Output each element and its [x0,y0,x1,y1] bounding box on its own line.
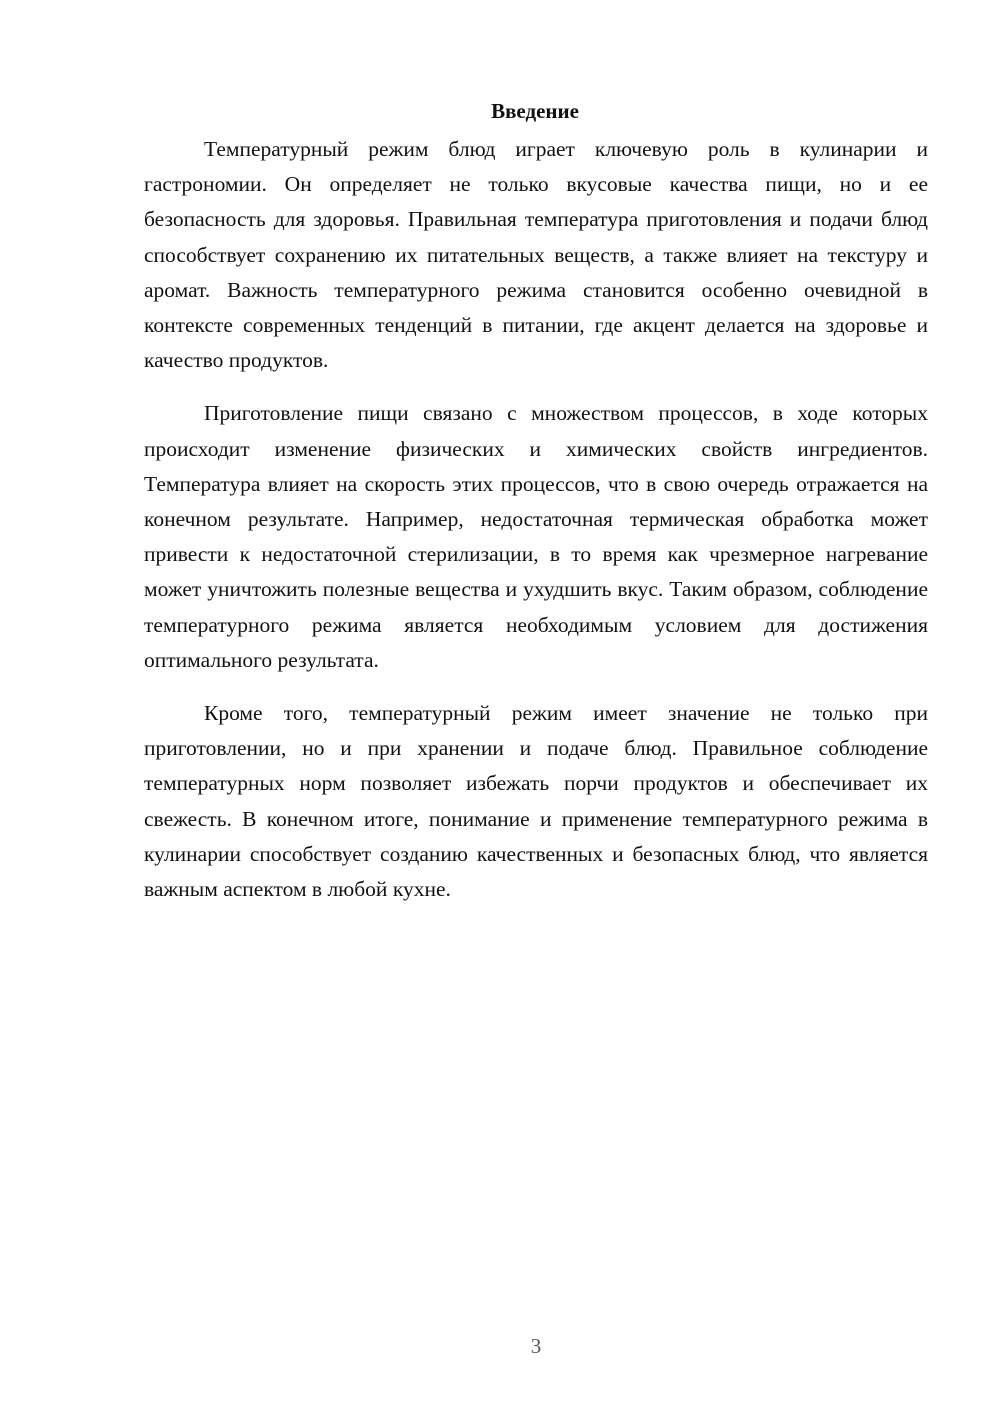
page-content [144,96,928,907]
section-heading: Введение [491,99,579,123]
paragraph-2: Приготовление пищи связано с множеством процессов, в ходе которых происходит изменение физических и химических свойств ингредиентов. Температура влияет на скорость этих процессов, что в свою очередь отражается на конечном результате. Например, недостаточная термическая обработка может привести к недостаточной стерилизации, в то время как чрезмерное нагревание может уничтожить полезные вещества и ухудшить вкус. Таким образом, соблюдение температурного режима является необходимым условием для достижения оптимального результата. [144,401,928,672]
paragraph-3: Кроме того, температурный режим имеет значение не только при приготовлении, но и при хранении и подаче блюд. Правильное соблюдение температурных норм позволяет избежать порчи продуктов и обеспечивает их свежесть. В конечном итоге, понимание и применение температурного режима в кулинарии способствует созданию качественных и безопасных блюд, что является важным аспектом в любой кухне. [144,701,928,902]
page-number: 3 [530,1334,542,1358]
paragraph-1: Температурный режим блюд играет ключевую роль в кулинарии и гастрономии. Он определяет не только вкусовые качества пищи, но и ее безопасность для здоровья. Правильная температура приготовления и подачи блюд способствует сохранению их питательных веществ, а также влияет на текстуру и аромат. Важность температурного режима становится особенно очевидной в контексте современных тенденций в питании, где акцент делается на здоровье и качество продуктов. [144,137,928,373]
